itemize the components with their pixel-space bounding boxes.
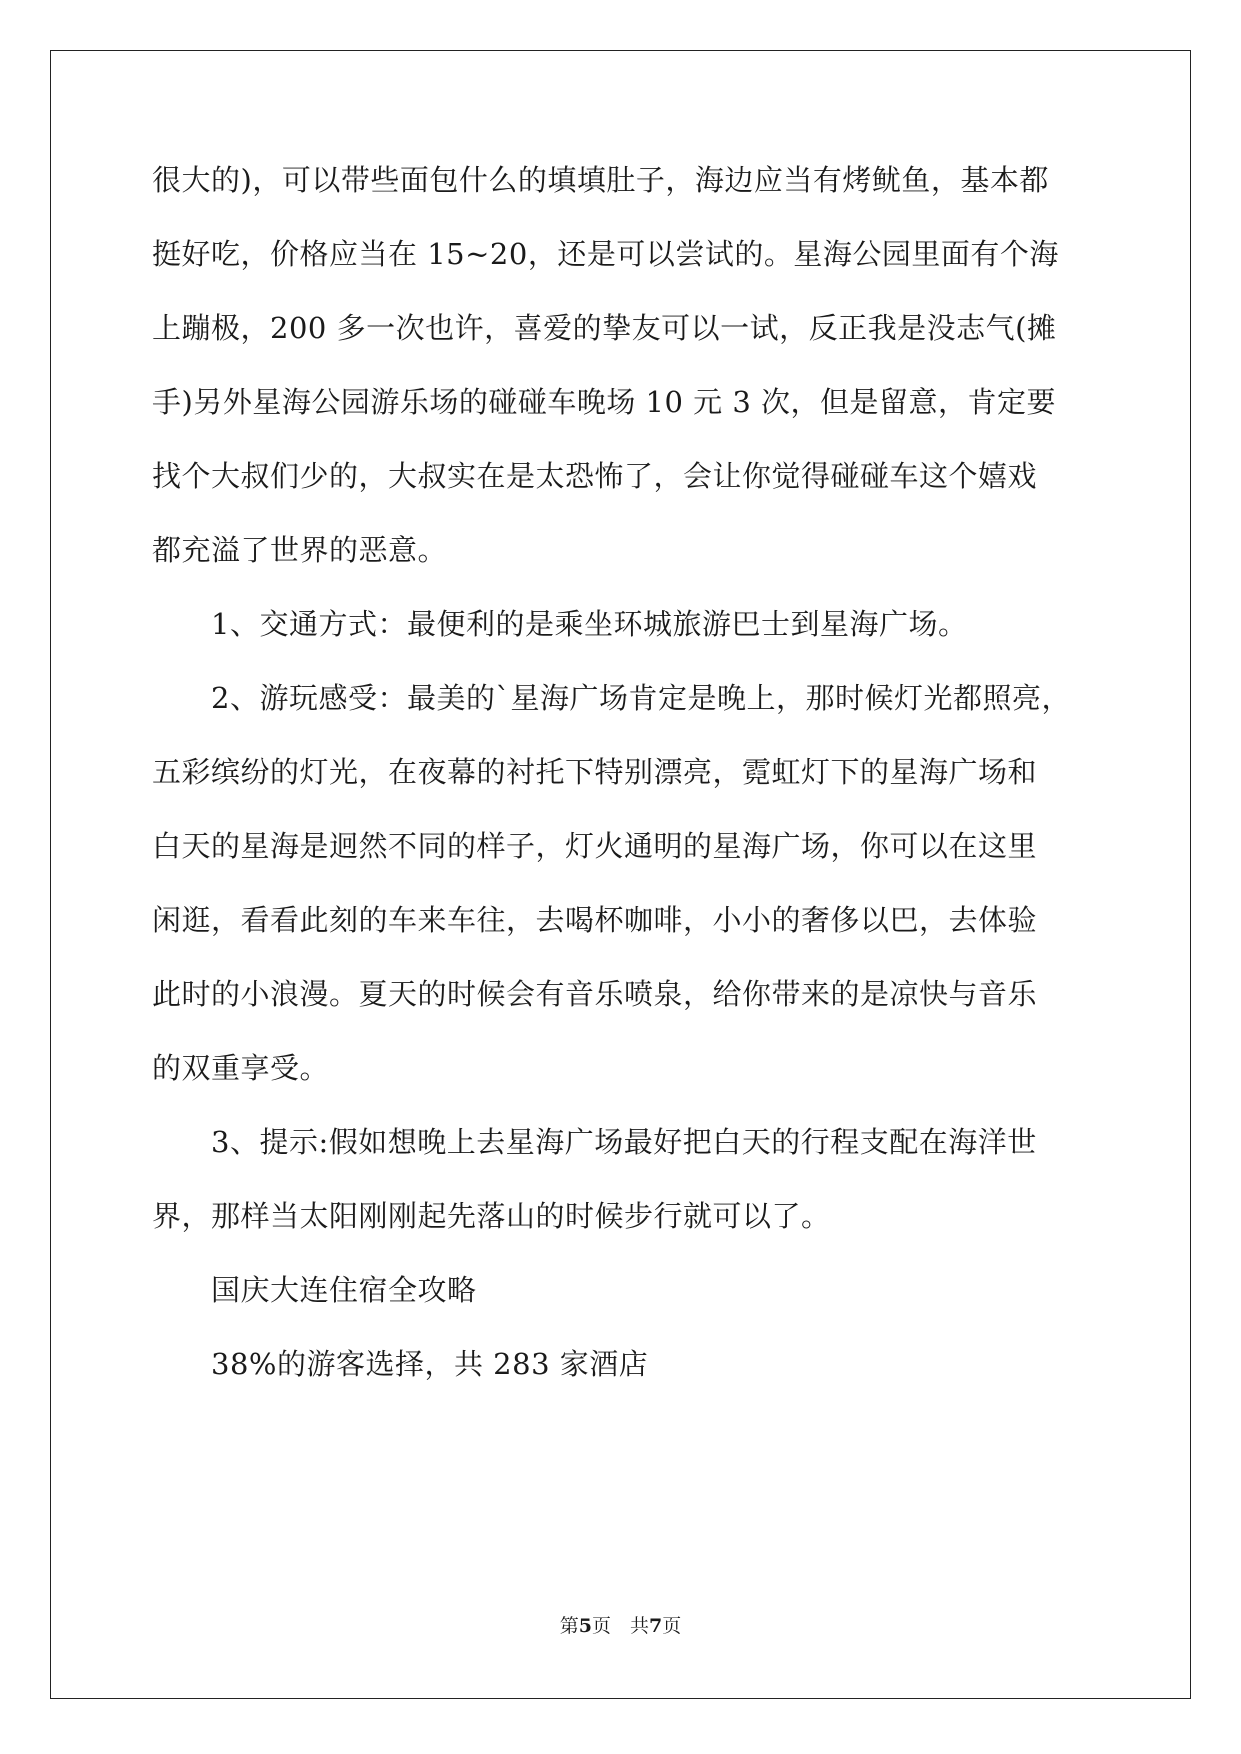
text-line: 白天的星海是迥然不同的样子，灯火通明的星海广场，你可以在这里 — [152, 829, 1038, 863]
text-line: 3、提示:假如想晚上去星海广场最好把白天的行程支配在海洋世 — [152, 1125, 1037, 1159]
text-line: 上蹦极，200 多一次也许，喜爱的挚友可以一试，反正我是没志气(摊 — [152, 311, 1057, 345]
total-page-number: 7 — [649, 1615, 663, 1637]
text-line: 手)另外星海公园游乐场的碰碰车晚场 10 元 3 次，但是留意，肯定要 — [152, 385, 1057, 419]
text-line: 找个大叔们少的，大叔实在是太恐怖了，会让你觉得碰碰车这个嬉戏 — [152, 459, 1038, 493]
footer-mid: 页 共 — [591, 1615, 649, 1637]
text-line: 很大的)，可以带些面包什么的填填肚子，海边应当有烤鱿鱼，基本都 — [152, 163, 1049, 197]
current-page-number: 5 — [578, 1615, 592, 1637]
footer-suffix: 页 — [662, 1615, 682, 1637]
text-line: 此时的小浪漫。夏天的时候会有音乐喷泉，给你带来的是凉快与音乐 — [152, 977, 1038, 1011]
page-footer — [0, 1614, 1241, 1638]
text-line: 1、交通方式：最便利的是乘坐环城旅游巴士到星海广场。 — [152, 607, 968, 641]
page-border — [50, 50, 1191, 1699]
text-line: 挺好吃，价格应当在 15~20，还是可以尝试的。星海公园里面有个海 — [152, 237, 1059, 271]
text-line: 界，那样当太阳刚刚起先落山的时候步行就可以了。 — [152, 1199, 831, 1233]
text-line: 2、游玩感受：最美的`星海广场肯定是晚上，那时候灯光都照亮， — [152, 681, 1071, 715]
footer-prefix: 第 — [559, 1615, 579, 1637]
section-heading: 国庆大连住宿全攻略 — [152, 1273, 477, 1307]
text-line: 38%的游客选择，共 283 家酒店 — [152, 1347, 649, 1381]
text-line: 闲逛，看看此刻的车来车往，去喝杯咖啡，小小的奢侈以巴，去体验 — [152, 903, 1038, 937]
text-line: 五彩缤纷的灯光，在夜幕的衬托下特别漂亮，霓虹灯下的星海广场和 — [152, 755, 1038, 789]
text-line: 都充溢了世界的恶意。 — [152, 533, 448, 567]
text-line: 的双重享受。 — [152, 1051, 330, 1085]
